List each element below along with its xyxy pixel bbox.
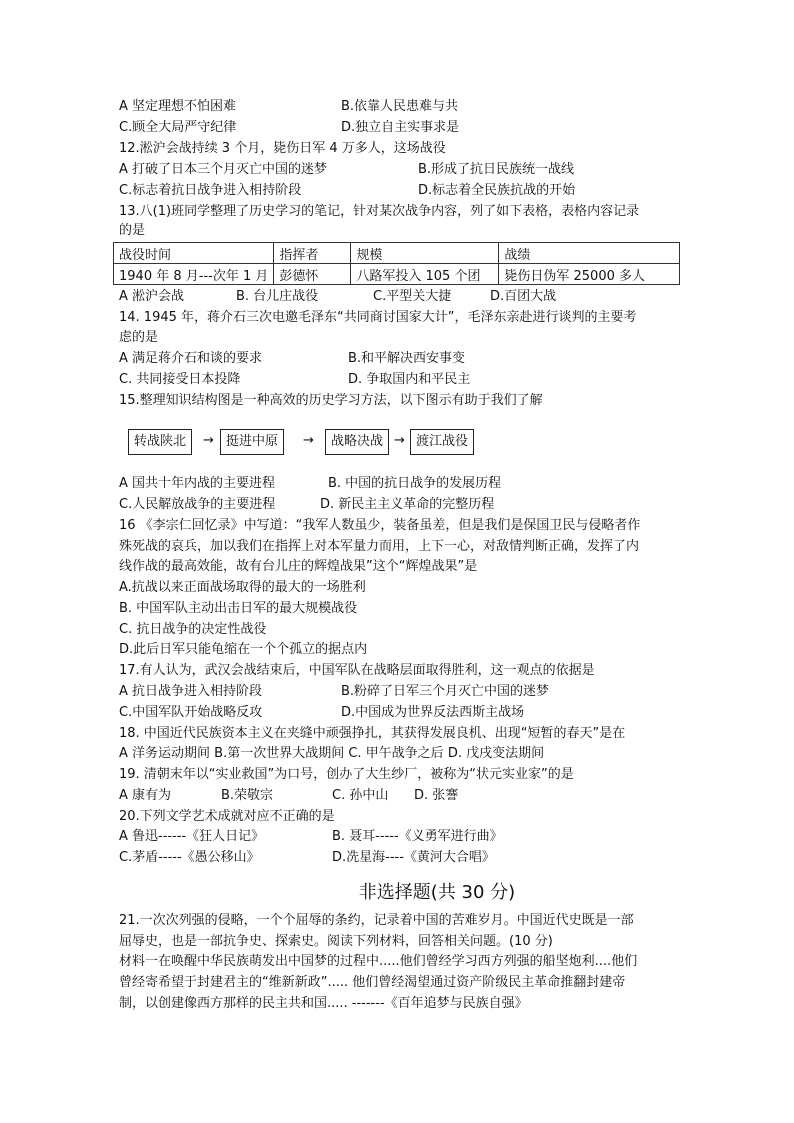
arrow-right-icon: → [394,433,405,448]
q13-option-a: A 淞沪会战 [119,289,185,304]
q19-option-d: D. 张謇 [414,788,459,803]
q15-option-c: C.人民解放战争的主要进程 [119,497,276,512]
q14-option-c: C. 共同接受日本投降 [119,372,241,387]
q13-stem-line1: 13.八(1)班同学整理了历史学习的笔记，针对某次战争内容，列了如下表格，表格内容记录 [119,204,640,219]
q17-option-a: A 抗日战争进入相持阶段 [119,684,263,699]
q21-stem-line2: 屈辱史，也是一部抗争史、探索史。阅读下列材料，回答相关问题。(10 分) [119,934,553,949]
table-header-cell: 指挥者 [274,243,351,264]
table-header-cell: 战绩 [499,243,680,264]
q16-stem-line3: 线作战的最高效能，故有台儿庄的辉煌战果”这个“辉煌战果”是 [119,559,478,574]
q15-option-d: D. 新民主主义革命的完整历程 [320,497,495,512]
q12-option-c: C.标志着抗日战争进入相持阶段 [119,183,302,198]
q17-option-d: D.中国成为世界反法西斯主战场 [341,705,525,720]
q14-option-d: D. 争取国内和平民主 [348,372,471,387]
q17-stem: 17.有人认为，武汉会战结束后，中国军队在战略层面取得胜利，这一观点的依据是 [119,663,595,678]
q20-option-a: A 鲁迅------《狂人日记》 [119,829,265,844]
q21-material-line2: 曾经寄希望于封建君主的“维新新政”..... 他们曾经渴望通过资产阶级民主革命推翻封建帝 [119,975,626,990]
q21-material-line1: 材料一在唤醒中华民族萌发出中国梦的过程中.....他们曾经学习西方列强的船坚炮利....他们 [119,954,638,969]
table-cell: 毙伤日伪军 25000 多人 [499,264,680,285]
q11-option-d: D.独立自主实事求是 [341,120,460,135]
q12-option-d: D.标志着全民族抗战的开始 [418,183,576,198]
q15-option-b: B. 中国的抗日战争的发展历程 [328,476,502,491]
table-cell: 八路军投入 105 个团 [351,264,499,285]
q20-option-d: D.冼星海----《黄河大合唱》 [332,850,495,865]
q21-stem-line1: 21.一次次列强的侵略，一个个屈辱的条约，记录着中国的苦难岁月。中国近代史既是一部 [119,913,634,928]
table-row [114,264,680,285]
q17-option-c: C.中国军队开始战略反攻 [119,705,263,720]
flow-box-3: 战略决战 [325,429,389,455]
arrow-right-icon: → [303,433,314,448]
q14-option-a: A 满足蒋介石和谈的要求 [119,351,263,366]
table-header-row [114,243,680,264]
table-cell: 1940 年 8 月---次年 1 月 [114,264,274,285]
q14-stem-line1: 14. 1945 年，蒋介石三次电邀毛泽东“共同商讨国家大计”，毛泽东亲赴进行谈判的主要考 [119,310,637,325]
section-title: 非选择题(共 30 分) [358,882,516,903]
q16-option-c: C. 抗日战争的决定性战役 [119,622,267,637]
q15-stem: 15.整理知识结构图是一种高效的历史学习方法，以下图示有助于我们了解 [119,393,543,408]
q13-stem-line2: 的是 [119,223,146,238]
q12-stem: 12.淞沪会战持续 3 个月，毙伤日军 4 万多人，这场战役 [119,141,446,156]
q12-option-b: B.形成了抗日民族统一战线 [418,162,575,177]
q18-stem: 18. 中国近代民族资本主义在夹缝中顽强挣扎，其获得发展良机、出现“短暂的春天”是在 [119,726,626,741]
q13-option-c: C.平型关大捷 [373,289,452,304]
q21-material-line3: 制，以创建像西方那样的民主共和国..... -------《百年追梦与民族自强》 [119,996,528,1011]
arrow-right-icon: → [203,433,214,448]
q16-stem-line2: 殊死战的哀兵，加以我们在指挥上对本军量力而用，上下一心，对敌情判断正确，发挥了内 [119,539,640,554]
q11-option-c: C.顾全大局严守纪律 [119,120,237,135]
q17-option-b: B.粉碎了日军三个月灭亡中国的迷梦 [341,684,550,699]
table-header-cell: 规模 [351,243,499,264]
table-cell: 彭德怀 [274,264,351,285]
q12-option-a: A 打破了日本三个月灭亡中国的迷梦 [119,162,328,177]
q19-option-b: B.荣敬宗 [221,788,274,803]
q16-stem-line1: 16 《李宗仁回忆录》中写道：“我军人数虽少，装备虽差，但是我们是保国卫民与侵略者作 [119,518,641,533]
q19-option-a: A 康有为 [119,788,172,803]
flow-box-1: 转战陕北 [128,429,192,455]
q13-option-d: D.百团大战 [490,289,557,304]
q20-option-b: B. 聂耳-----《义勇军进行曲》 [332,829,503,844]
q16-option-b: B. 中国军队主动出击日军的最大规模战役 [119,601,358,616]
q15-option-a: A 国共十年内战的主要进程 [119,476,276,491]
table-header-cell: 战役时间 [114,243,274,264]
q18-options: A 洋务运动期间 B.第一次世界大战期间 C. 甲午战争之后 D. 戊戌变法期间 [119,746,545,761]
q11-option-a: A 坚定理想不怕困难 [119,99,237,114]
q19-option-c: C. 孙中山 [332,788,389,803]
flow-box-2: 挺进中原 [220,429,284,455]
q14-option-b: B.和平解决西安事变 [348,351,466,366]
q16-option-a: A.抗战以来正面战场取得的最大的一场胜利 [119,580,366,595]
q16-option-d: D.此后日军只能龟缩在一个个孤立的据点内 [119,642,368,657]
battle-table [113,242,680,285]
q14-stem-line2: 虑的是 [119,330,159,345]
q13-option-b: B. 台儿庄战役 [236,289,319,304]
q20-stem: 20.下列文学艺术成就对应不正确的是 [119,809,335,824]
flow-box-4: 渡江战役 [410,429,474,455]
q19-stem: 19. 清朝末年以“实业救国”为口号，创办了大生纱厂，被称为“状元实业家”的是 [119,767,574,782]
q20-option-c: C.茅盾-----《愚公移山》 [119,850,260,865]
q11-option-b: B.依靠人民患难与共 [341,99,459,114]
